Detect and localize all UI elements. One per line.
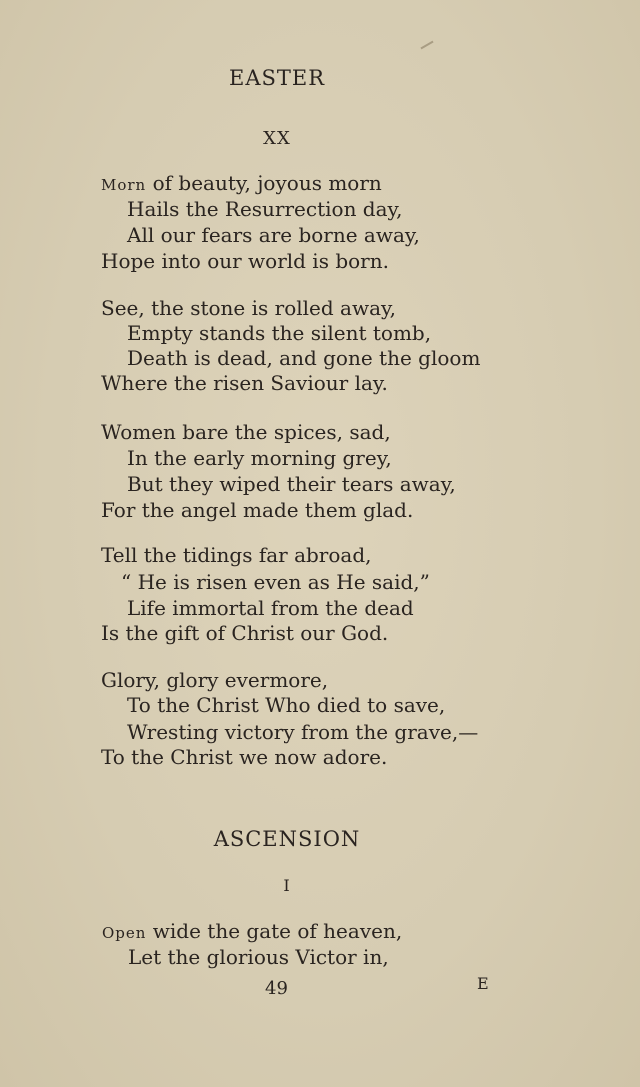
next-hymn-number: I	[283, 876, 291, 895]
page-number: 49	[265, 978, 288, 999]
poem-line: To the Christ Who died to save,	[127, 693, 446, 717]
poem-line: Life immortal from the dead	[127, 596, 414, 620]
poem-line: All our fears are borne away,	[127, 223, 420, 247]
poem-line: Women bare the spices, sad,	[101, 420, 391, 444]
poem-line: Hails the Resurrection day,	[127, 197, 403, 221]
drop-word: Open	[102, 924, 147, 942]
poem-line: But they wiped their tears away,	[127, 472, 456, 496]
poem-line: “ He is risen even as He said,”	[121, 570, 430, 594]
next-section-title: ASCENSION	[213, 827, 361, 851]
poem-line: Empty stands the silent tomb,	[127, 321, 432, 345]
poem-line: Is the gift of Christ our God.	[101, 621, 389, 645]
drop-word: Morn	[101, 176, 147, 194]
section-title: EASTER	[228, 66, 326, 90]
poem-line: Tell the tidings far abroad,	[101, 543, 372, 567]
poem-line: Open wide the gate of heaven,	[102, 919, 403, 943]
ink-mark	[420, 41, 433, 50]
poem-line: Glory, glory evermore,	[101, 668, 329, 692]
poem-line: Death is dead, and gone the gloom	[127, 346, 481, 370]
poem-line: See, the stone is rolled away,	[101, 296, 396, 320]
hymn-number: XX	[263, 128, 291, 149]
poem-line: Morn of beauty, joyous morn	[101, 171, 382, 195]
poem-line: In the early morning grey,	[127, 446, 392, 470]
poem-line: Hope into our world is born.	[101, 249, 389, 273]
poem-line: For the angel made them glad.	[101, 498, 414, 522]
poem-line: Wresting victory from the grave,—	[127, 720, 479, 744]
poem-line: To the Christ we now adore.	[101, 745, 388, 769]
signature-mark: E	[477, 974, 489, 993]
poem-line: Where the risen Saviour lay.	[101, 371, 388, 395]
poem-line: Let the glorious Victor in,	[128, 945, 389, 969]
